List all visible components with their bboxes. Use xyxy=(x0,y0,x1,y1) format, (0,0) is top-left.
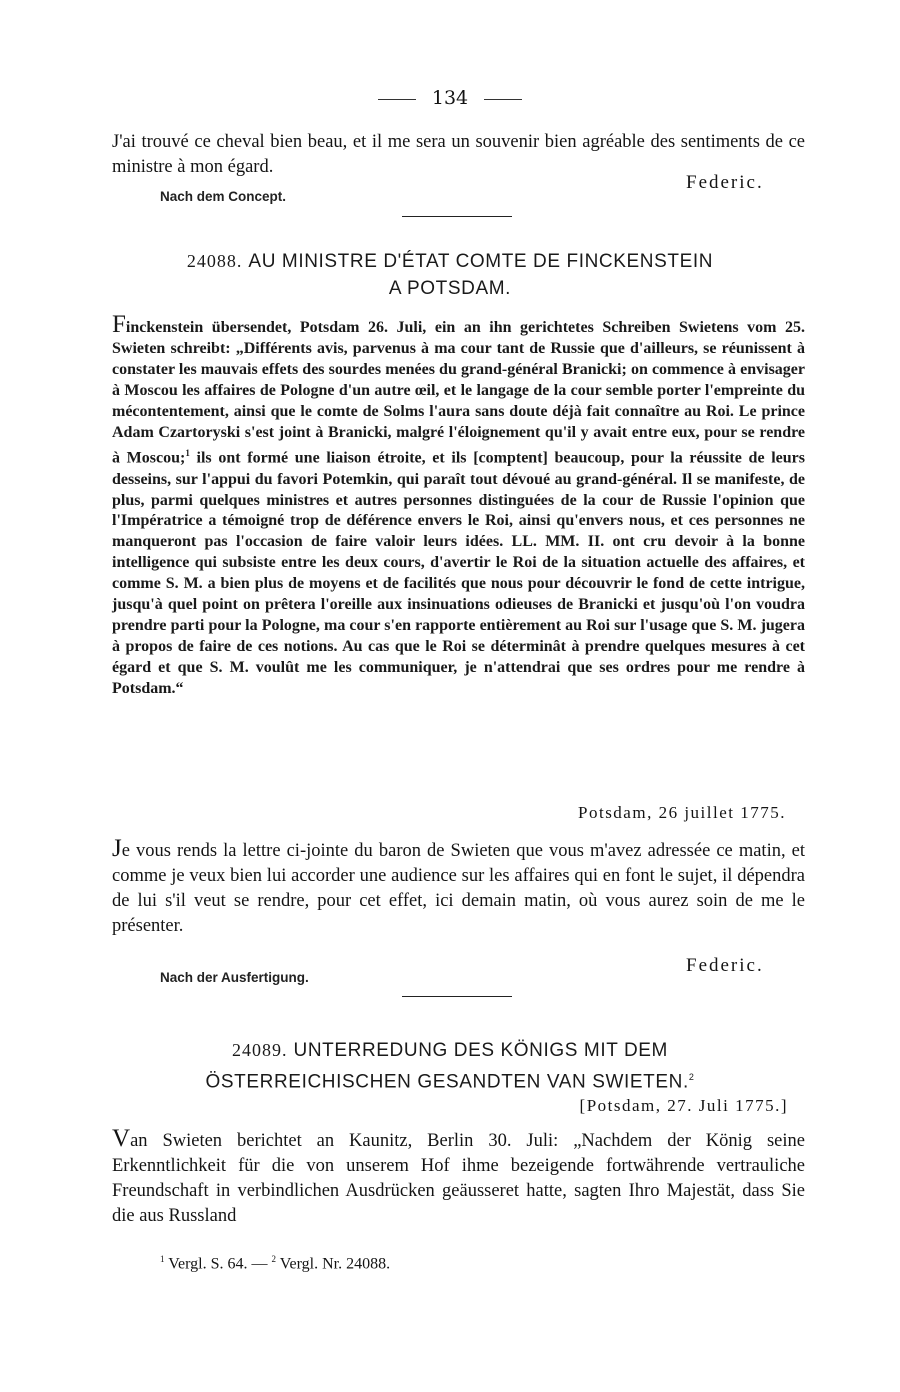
dropcap: J xyxy=(112,835,122,862)
heading-24089-line1 xyxy=(100,1037,800,1064)
heading-title: UNTERREDUNG DES KÖNIGS MIT DEM xyxy=(293,1040,668,1061)
heading-title-cont: ÖSTERREICHISCHEN GESANDTEN VAN SWIETEN. xyxy=(205,1071,689,1093)
top-source-note: Nach dem Concept. xyxy=(160,189,287,204)
heading-24089-line2 xyxy=(100,1064,800,1095)
page-number-line xyxy=(0,87,900,109)
summary-text: inckenstein übersendet, Potsdam 26. Juli, ein an ihn gerichtetes Schreiben Swietens vom 25. Swieten schreibt: „Différents avis, parvenus à ma cour tant de Russie que d'ailleurs, se réunissent à constater les mauvais effets des sourdes menées du grand-général Branicki; on commence à envisager à Moscou les affaires de Pologne d'un autre œil, et le langage de la cour semble porter l'empreinte du mécontentement, ainsi que le comte de Solms l'aura sans doute déjà fait connaître au Roi. Le prince Adam Czartoryski s'est joint à Branicki, malgré l'éloignement qu'il y avait entre eux, pour se rendre à Moscou; xyxy=(112,319,805,467)
letter-text: e vous rends la lettre ci-jointe du baron de Swieten que vous m'avez adressée ce matin, et comme je veux bien lui accorder une audience sur les affaires qui en font le sujet, il dépendra de lui s'il veut se rendre, pour cet effet, ici demain matin, où vous aurez soin de me le présenter. xyxy=(112,841,805,936)
footnote-ref: 2 xyxy=(688,1072,695,1082)
heading-title: AU MINISTRE D'ÉTAT COMTE DE FINCKENSTEIN xyxy=(248,251,714,272)
footnote-mark-2: 2 xyxy=(271,1254,276,1264)
signature-24088: Federic. xyxy=(686,955,764,976)
top-letter-text: J'ai trouvé ce cheval bien beau, et il me sera un souvenir bien agréable des sentiments de ce ministre à mon égard. xyxy=(112,132,805,177)
source-note-24088: Nach der Ausfertigung. xyxy=(160,970,309,985)
right-dash xyxy=(484,99,522,100)
page-number: 134 xyxy=(431,87,469,109)
dropcap: V xyxy=(112,1125,131,1152)
separator-rule xyxy=(402,996,512,997)
footnote-ref: 1 xyxy=(185,448,190,459)
place-date-24089: [Potsdam, 27. Juli 1775.] xyxy=(579,1096,788,1115)
footnotes xyxy=(160,1254,390,1273)
document-number: 24088. xyxy=(186,251,243,271)
summary-24088 xyxy=(112,312,805,700)
document-number: 24089. xyxy=(232,1040,288,1060)
left-dash xyxy=(378,99,416,100)
heading-24088-line2: A POTSDAM. xyxy=(388,278,512,299)
letter-24088 xyxy=(112,836,805,939)
footnote-1: Vergl. S. 64. — xyxy=(168,1255,268,1273)
heading-24088 xyxy=(100,248,800,302)
footnote-mark-1: 1 xyxy=(160,1254,165,1264)
place-date-24088: Potsdam, 26 juillet 1775. xyxy=(578,803,786,822)
separator-rule xyxy=(402,216,512,217)
heading-24088-line1 xyxy=(100,248,800,275)
top-signature: Federic. xyxy=(686,172,764,193)
dropcap: F xyxy=(112,311,126,338)
summary-text-cont: ils ont formé une liaison étroite, et ils [comptent] beaucoup, pour la réussite de leurs desseins, sur l'appui du favori Potemkin, qui paraît tout dévoué au grand-général. Il se manifeste, de plus, parmi quelques ministres et autres personnes distinguées de la cour de Russie l'opinion que l'Impératrice a témoigné trop de déférence envers le Roi, ainsi qu'envers nous, et ces personnes ne manqueront pas l'occasion de faire valoir leurs idées. LL. MM. II. ont cru devoir à la bonne intelligence qui subsiste entre les deux cours, d'avertir le Roi de la situation actuelle des affaires, et comme S. M. a bien plus de moyens et de facilités que nous pour découvrir le fond de cette intrigue, jusqu'à quel point on prêtera l'oreille aux insinuations odieuses de Branicki et jusqu'où l'on voudra prendre parti pour la Pologne, ma cour s'en rapporte entièrement au Roi sur l'usage que S. M. jugera à propos de faire de ces notions. Au cas que le Roi se déterminât à prendre quelques mesures à cet égard et que S. M. voulût me les communiquer, je n'attendrai que ses ordres pour me rendre à Potsdam.“ xyxy=(112,449,806,697)
text-24089 xyxy=(112,1126,805,1229)
heading-24089 xyxy=(100,1037,800,1095)
footnote-2: Vergl. Nr. 24088. xyxy=(279,1255,391,1273)
body-text: an Swieten berichtet an Kaunitz, Berlin 30. Juli: „Nachdem der König seine Erkenntlichkeit für die von unserem Hof ihme bezeigende fortwährende vertrauliche Freundschaft in verbindlichen Ausdrücken geäusseret hatte, sagten Ihro Majestät, dass Sie die aus Russland xyxy=(112,1131,805,1226)
